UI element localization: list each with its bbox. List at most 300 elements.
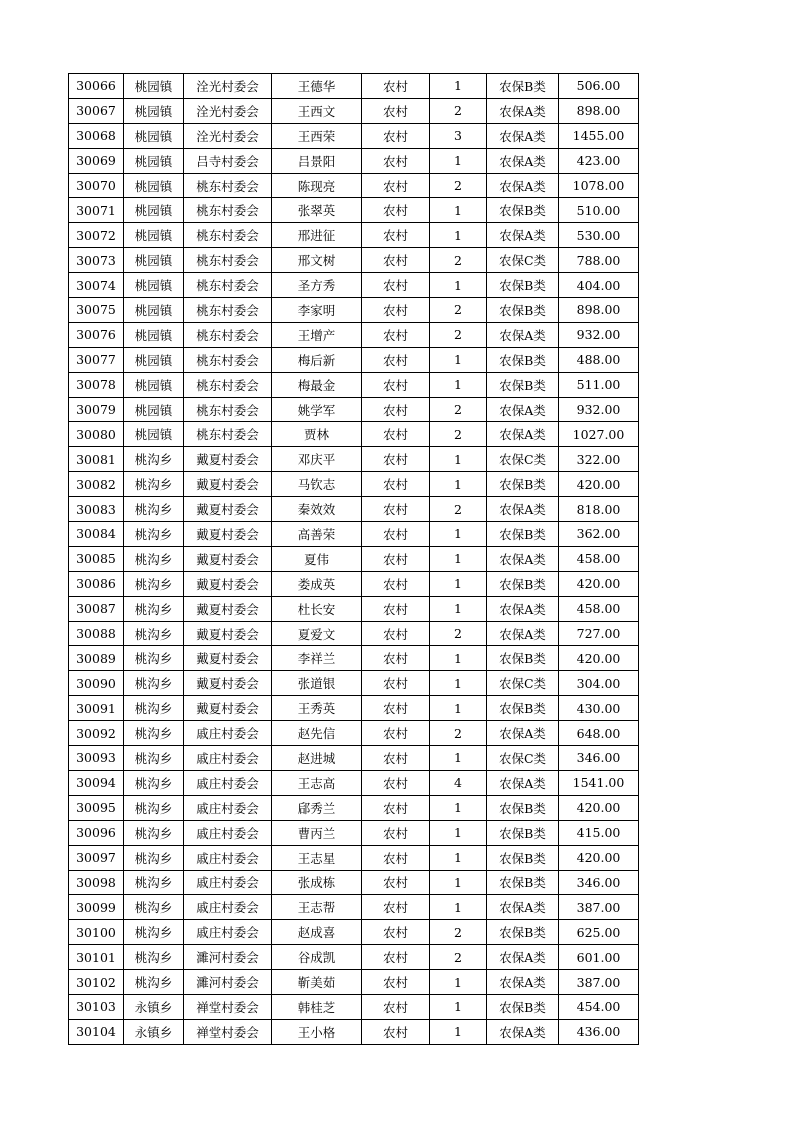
amount-cell: 510.00 bbox=[559, 198, 639, 223]
insurance-category-cell: 农保B类 bbox=[487, 920, 559, 945]
table-row bbox=[69, 721, 639, 746]
insurance-category-cell: 农保B类 bbox=[487, 646, 559, 671]
table-row bbox=[69, 472, 639, 497]
record-id-cell: 30091 bbox=[69, 696, 124, 721]
village-committee-cell: 戚庄村委会 bbox=[184, 895, 272, 920]
name-cell: 夏伟 bbox=[272, 546, 362, 571]
name-cell: 秦效效 bbox=[272, 497, 362, 522]
person-count-cell: 1 bbox=[430, 74, 487, 99]
name-cell: 郈秀兰 bbox=[272, 795, 362, 820]
village-committee-cell: 桃东村委会 bbox=[184, 198, 272, 223]
town-cell: 桃园镇 bbox=[124, 148, 184, 173]
amount-cell: 506.00 bbox=[559, 74, 639, 99]
name-cell: 靳美茹 bbox=[272, 970, 362, 995]
insurance-category-cell: 农保A类 bbox=[487, 1019, 559, 1044]
person-count-cell: 1 bbox=[430, 870, 487, 895]
table-row bbox=[69, 497, 639, 522]
residence-type-cell: 农村 bbox=[362, 447, 430, 472]
insurance-category-cell: 农保A类 bbox=[487, 148, 559, 173]
residence-type-cell: 农村 bbox=[362, 671, 430, 696]
person-count-cell: 2 bbox=[430, 920, 487, 945]
name-cell: 娄成英 bbox=[272, 571, 362, 596]
amount-cell: 415.00 bbox=[559, 820, 639, 845]
town-cell: 桃沟乡 bbox=[124, 845, 184, 870]
insurance-category-cell: 农保B类 bbox=[487, 795, 559, 820]
name-cell: 李祥兰 bbox=[272, 646, 362, 671]
insurance-category-cell: 农保B类 bbox=[487, 347, 559, 372]
insurance-category-cell: 农保C类 bbox=[487, 746, 559, 771]
table-row bbox=[69, 920, 639, 945]
amount-cell: 648.00 bbox=[559, 721, 639, 746]
person-count-cell: 2 bbox=[430, 173, 487, 198]
town-cell: 桃园镇 bbox=[124, 198, 184, 223]
name-cell: 赵成喜 bbox=[272, 920, 362, 945]
record-id-cell: 30097 bbox=[69, 845, 124, 870]
table-row bbox=[69, 74, 639, 99]
record-id-cell: 30079 bbox=[69, 397, 124, 422]
village-committee-cell: 戴夏村委会 bbox=[184, 497, 272, 522]
amount-cell: 1027.00 bbox=[559, 422, 639, 447]
town-cell: 桃园镇 bbox=[124, 298, 184, 323]
town-cell: 桃沟乡 bbox=[124, 746, 184, 771]
record-id-cell: 30083 bbox=[69, 497, 124, 522]
town-cell: 桃沟乡 bbox=[124, 920, 184, 945]
record-id-cell: 30070 bbox=[69, 173, 124, 198]
table-row bbox=[69, 671, 639, 696]
town-cell: 桃园镇 bbox=[124, 173, 184, 198]
table-row bbox=[69, 845, 639, 870]
person-count-cell: 2 bbox=[430, 945, 487, 970]
record-id-cell: 30104 bbox=[69, 1019, 124, 1044]
insurance-category-cell: 农保A类 bbox=[487, 770, 559, 795]
village-committee-cell: 桃东村委会 bbox=[184, 347, 272, 372]
insurance-category-cell: 农保A类 bbox=[487, 422, 559, 447]
name-cell: 梅最金 bbox=[272, 372, 362, 397]
person-count-cell: 1 bbox=[430, 895, 487, 920]
table-row bbox=[69, 994, 639, 1019]
person-count-cell: 1 bbox=[430, 671, 487, 696]
table-row bbox=[69, 322, 639, 347]
village-committee-cell: 戴夏村委会 bbox=[184, 621, 272, 646]
record-id-cell: 30100 bbox=[69, 920, 124, 945]
table-row bbox=[69, 646, 639, 671]
amount-cell: 932.00 bbox=[559, 322, 639, 347]
record-id-cell: 30096 bbox=[69, 820, 124, 845]
town-cell: 桃沟乡 bbox=[124, 671, 184, 696]
record-id-cell: 30087 bbox=[69, 596, 124, 621]
village-committee-cell: 戚庄村委会 bbox=[184, 845, 272, 870]
amount-cell: 601.00 bbox=[559, 945, 639, 970]
amount-cell: 387.00 bbox=[559, 895, 639, 920]
person-count-cell: 1 bbox=[430, 571, 487, 596]
person-count-cell: 3 bbox=[430, 123, 487, 148]
village-committee-cell: 戚庄村委会 bbox=[184, 746, 272, 771]
village-committee-cell: 洤光村委会 bbox=[184, 123, 272, 148]
record-id-cell: 30098 bbox=[69, 870, 124, 895]
insurance-category-cell: 农保A类 bbox=[487, 173, 559, 198]
name-cell: 王增产 bbox=[272, 322, 362, 347]
person-count-cell: 2 bbox=[430, 497, 487, 522]
person-count-cell: 1 bbox=[430, 1019, 487, 1044]
insurance-category-cell: 农保B类 bbox=[487, 198, 559, 223]
amount-cell: 420.00 bbox=[559, 472, 639, 497]
insurance-category-cell: 农保B类 bbox=[487, 870, 559, 895]
table-row bbox=[69, 795, 639, 820]
residence-type-cell: 农村 bbox=[362, 746, 430, 771]
amount-cell: 346.00 bbox=[559, 746, 639, 771]
table-row bbox=[69, 820, 639, 845]
person-count-cell: 1 bbox=[430, 546, 487, 571]
residence-type-cell: 农村 bbox=[362, 596, 430, 621]
name-cell: 王西荣 bbox=[272, 123, 362, 148]
name-cell: 王小格 bbox=[272, 1019, 362, 1044]
insurance-category-cell: 农保B类 bbox=[487, 845, 559, 870]
table-row bbox=[69, 621, 639, 646]
amount-cell: 346.00 bbox=[559, 870, 639, 895]
town-cell: 桃沟乡 bbox=[124, 497, 184, 522]
person-count-cell: 2 bbox=[430, 322, 487, 347]
record-id-cell: 30071 bbox=[69, 198, 124, 223]
record-id-cell: 30080 bbox=[69, 422, 124, 447]
residence-type-cell: 农村 bbox=[362, 173, 430, 198]
person-count-cell: 1 bbox=[430, 696, 487, 721]
town-cell: 桃沟乡 bbox=[124, 621, 184, 646]
village-committee-cell: 濉河村委会 bbox=[184, 945, 272, 970]
residence-type-cell: 农村 bbox=[362, 74, 430, 99]
insurance-category-cell: 农保B类 bbox=[487, 994, 559, 1019]
village-committee-cell: 桃东村委会 bbox=[184, 273, 272, 298]
residence-type-cell: 农村 bbox=[362, 322, 430, 347]
table-row bbox=[69, 298, 639, 323]
town-cell: 桃沟乡 bbox=[124, 571, 184, 596]
residence-type-cell: 农村 bbox=[362, 994, 430, 1019]
residence-type-cell: 农村 bbox=[362, 497, 430, 522]
amount-cell: 420.00 bbox=[559, 571, 639, 596]
amount-cell: 898.00 bbox=[559, 98, 639, 123]
amount-cell: 1078.00 bbox=[559, 173, 639, 198]
insurance-category-cell: 农保C类 bbox=[487, 447, 559, 472]
record-id-cell: 30086 bbox=[69, 571, 124, 596]
residence-type-cell: 农村 bbox=[362, 546, 430, 571]
town-cell: 桃沟乡 bbox=[124, 870, 184, 895]
residence-type-cell: 农村 bbox=[362, 770, 430, 795]
record-id-cell: 30076 bbox=[69, 322, 124, 347]
village-committee-cell: 桃东村委会 bbox=[184, 372, 272, 397]
insurance-category-cell: 农保A类 bbox=[487, 322, 559, 347]
name-cell: 曹丙兰 bbox=[272, 820, 362, 845]
village-committee-cell: 桃东村委会 bbox=[184, 298, 272, 323]
person-count-cell: 1 bbox=[430, 198, 487, 223]
village-committee-cell: 桃东村委会 bbox=[184, 422, 272, 447]
record-id-cell: 30093 bbox=[69, 746, 124, 771]
person-count-cell: 1 bbox=[430, 447, 487, 472]
residence-type-cell: 农村 bbox=[362, 945, 430, 970]
village-committee-cell: 戴夏村委会 bbox=[184, 571, 272, 596]
town-cell: 桃园镇 bbox=[124, 273, 184, 298]
amount-cell: 511.00 bbox=[559, 372, 639, 397]
person-count-cell: 1 bbox=[430, 372, 487, 397]
insurance-category-cell: 农保B类 bbox=[487, 820, 559, 845]
amount-cell: 322.00 bbox=[559, 447, 639, 472]
insurance-category-cell: 农保B类 bbox=[487, 522, 559, 547]
record-id-cell: 30094 bbox=[69, 770, 124, 795]
name-cell: 赵进城 bbox=[272, 746, 362, 771]
insurance-category-cell: 农保A类 bbox=[487, 397, 559, 422]
amount-cell: 404.00 bbox=[559, 273, 639, 298]
table-row bbox=[69, 546, 639, 571]
person-count-cell: 1 bbox=[430, 970, 487, 995]
town-cell: 桃沟乡 bbox=[124, 472, 184, 497]
amount-cell: 788.00 bbox=[559, 248, 639, 273]
name-cell: 韩桂芝 bbox=[272, 994, 362, 1019]
name-cell: 张道银 bbox=[272, 671, 362, 696]
residence-type-cell: 农村 bbox=[362, 98, 430, 123]
table-row bbox=[69, 895, 639, 920]
amount-cell: 625.00 bbox=[559, 920, 639, 945]
record-id-cell: 30099 bbox=[69, 895, 124, 920]
person-count-cell: 1 bbox=[430, 596, 487, 621]
name-cell: 吕景阳 bbox=[272, 148, 362, 173]
insurance-category-cell: 农保A类 bbox=[487, 970, 559, 995]
person-count-cell: 2 bbox=[430, 621, 487, 646]
residence-type-cell: 农村 bbox=[362, 148, 430, 173]
record-id-cell: 30085 bbox=[69, 546, 124, 571]
person-count-cell: 1 bbox=[430, 223, 487, 248]
table-row bbox=[69, 223, 639, 248]
name-cell: 李家明 bbox=[272, 298, 362, 323]
residence-type-cell: 农村 bbox=[362, 970, 430, 995]
person-count-cell: 2 bbox=[430, 98, 487, 123]
town-cell: 桃沟乡 bbox=[124, 895, 184, 920]
person-count-cell: 2 bbox=[430, 298, 487, 323]
town-cell: 桃沟乡 bbox=[124, 721, 184, 746]
village-committee-cell: 戚庄村委会 bbox=[184, 820, 272, 845]
record-id-cell: 30103 bbox=[69, 994, 124, 1019]
record-id-cell: 30073 bbox=[69, 248, 124, 273]
table-row bbox=[69, 372, 639, 397]
table-row bbox=[69, 522, 639, 547]
name-cell: 杜长安 bbox=[272, 596, 362, 621]
insurance-category-cell: 农保A类 bbox=[487, 98, 559, 123]
table-row bbox=[69, 98, 639, 123]
record-id-cell: 30090 bbox=[69, 671, 124, 696]
town-cell: 桃沟乡 bbox=[124, 945, 184, 970]
name-cell: 马钦志 bbox=[272, 472, 362, 497]
town-cell: 桃园镇 bbox=[124, 123, 184, 148]
insurance-category-cell: 农保A类 bbox=[487, 123, 559, 148]
village-committee-cell: 桃东村委会 bbox=[184, 173, 272, 198]
town-cell: 桃沟乡 bbox=[124, 447, 184, 472]
village-committee-cell: 戴夏村委会 bbox=[184, 447, 272, 472]
amount-cell: 1455.00 bbox=[559, 123, 639, 148]
insurance-category-cell: 农保B类 bbox=[487, 273, 559, 298]
residence-type-cell: 农村 bbox=[362, 472, 430, 497]
amount-cell: 818.00 bbox=[559, 497, 639, 522]
amount-cell: 420.00 bbox=[559, 795, 639, 820]
table-row bbox=[69, 123, 639, 148]
village-committee-cell: 戚庄村委会 bbox=[184, 795, 272, 820]
table-row bbox=[69, 347, 639, 372]
insurance-category-cell: 农保B类 bbox=[487, 372, 559, 397]
records-table bbox=[68, 73, 639, 1045]
name-cell: 圣方秀 bbox=[272, 273, 362, 298]
residence-type-cell: 农村 bbox=[362, 372, 430, 397]
village-committee-cell: 戴夏村委会 bbox=[184, 671, 272, 696]
town-cell: 桃园镇 bbox=[124, 98, 184, 123]
record-id-cell: 30095 bbox=[69, 795, 124, 820]
person-count-cell: 1 bbox=[430, 746, 487, 771]
residence-type-cell: 农村 bbox=[362, 248, 430, 273]
record-id-cell: 30081 bbox=[69, 447, 124, 472]
insurance-category-cell: 农保A类 bbox=[487, 621, 559, 646]
residence-type-cell: 农村 bbox=[362, 870, 430, 895]
insurance-category-cell: 农保A类 bbox=[487, 497, 559, 522]
name-cell: 王西文 bbox=[272, 98, 362, 123]
table-row bbox=[69, 248, 639, 273]
record-id-cell: 30067 bbox=[69, 98, 124, 123]
residence-type-cell: 农村 bbox=[362, 621, 430, 646]
record-id-cell: 30077 bbox=[69, 347, 124, 372]
person-count-cell: 2 bbox=[430, 422, 487, 447]
table-body bbox=[69, 74, 639, 1045]
name-cell: 邢文树 bbox=[272, 248, 362, 273]
insurance-category-cell: 农保B类 bbox=[487, 74, 559, 99]
person-count-cell: 1 bbox=[430, 273, 487, 298]
village-committee-cell: 戴夏村委会 bbox=[184, 696, 272, 721]
name-cell: 邓庆平 bbox=[272, 447, 362, 472]
name-cell: 谷成凯 bbox=[272, 945, 362, 970]
record-id-cell: 30075 bbox=[69, 298, 124, 323]
amount-cell: 932.00 bbox=[559, 397, 639, 422]
residence-type-cell: 农村 bbox=[362, 397, 430, 422]
table-row bbox=[69, 173, 639, 198]
residence-type-cell: 农村 bbox=[362, 223, 430, 248]
record-id-cell: 30074 bbox=[69, 273, 124, 298]
residence-type-cell: 农村 bbox=[362, 571, 430, 596]
person-count-cell: 1 bbox=[430, 820, 487, 845]
record-id-cell: 30082 bbox=[69, 472, 124, 497]
person-count-cell: 1 bbox=[430, 148, 487, 173]
insurance-category-cell: 农保A类 bbox=[487, 596, 559, 621]
village-committee-cell: 吕寺村委会 bbox=[184, 148, 272, 173]
person-count-cell: 1 bbox=[430, 646, 487, 671]
village-committee-cell: 戚庄村委会 bbox=[184, 721, 272, 746]
town-cell: 桃园镇 bbox=[124, 223, 184, 248]
village-committee-cell: 戚庄村委会 bbox=[184, 770, 272, 795]
amount-cell: 530.00 bbox=[559, 223, 639, 248]
amount-cell: 420.00 bbox=[559, 646, 639, 671]
town-cell: 桃沟乡 bbox=[124, 546, 184, 571]
table-row bbox=[69, 148, 639, 173]
town-cell: 桃园镇 bbox=[124, 372, 184, 397]
village-committee-cell: 洤光村委会 bbox=[184, 74, 272, 99]
insurance-category-cell: 农保A类 bbox=[487, 721, 559, 746]
table-row bbox=[69, 596, 639, 621]
table-row bbox=[69, 746, 639, 771]
village-committee-cell: 戴夏村委会 bbox=[184, 546, 272, 571]
village-committee-cell: 桃东村委会 bbox=[184, 248, 272, 273]
person-count-cell: 2 bbox=[430, 721, 487, 746]
record-id-cell: 30101 bbox=[69, 945, 124, 970]
name-cell: 王志帮 bbox=[272, 895, 362, 920]
name-cell: 梅后新 bbox=[272, 347, 362, 372]
person-count-cell: 1 bbox=[430, 994, 487, 1019]
insurance-category-cell: 农保B类 bbox=[487, 571, 559, 596]
residence-type-cell: 农村 bbox=[362, 795, 430, 820]
amount-cell: 423.00 bbox=[559, 148, 639, 173]
town-cell: 桃沟乡 bbox=[124, 770, 184, 795]
record-id-cell: 30078 bbox=[69, 372, 124, 397]
name-cell: 张翠英 bbox=[272, 198, 362, 223]
village-committee-cell: 濉河村委会 bbox=[184, 970, 272, 995]
name-cell: 夏爱文 bbox=[272, 621, 362, 646]
amount-cell: 454.00 bbox=[559, 994, 639, 1019]
table-row bbox=[69, 422, 639, 447]
table-row bbox=[69, 770, 639, 795]
village-committee-cell: 戴夏村委会 bbox=[184, 596, 272, 621]
insurance-category-cell: 农保C类 bbox=[487, 248, 559, 273]
name-cell: 张成栋 bbox=[272, 870, 362, 895]
residence-type-cell: 农村 bbox=[362, 1019, 430, 1044]
insurance-category-cell: 农保A类 bbox=[487, 945, 559, 970]
name-cell: 邢进征 bbox=[272, 223, 362, 248]
amount-cell: 488.00 bbox=[559, 347, 639, 372]
name-cell: 王德华 bbox=[272, 74, 362, 99]
residence-type-cell: 农村 bbox=[362, 646, 430, 671]
insurance-category-cell: 农保B类 bbox=[487, 472, 559, 497]
record-id-cell: 30068 bbox=[69, 123, 124, 148]
residence-type-cell: 农村 bbox=[362, 422, 430, 447]
name-cell: 王志星 bbox=[272, 845, 362, 870]
amount-cell: 1541.00 bbox=[559, 770, 639, 795]
amount-cell: 727.00 bbox=[559, 621, 639, 646]
name-cell: 贾林 bbox=[272, 422, 362, 447]
village-committee-cell: 戚庄村委会 bbox=[184, 870, 272, 895]
table-row bbox=[69, 397, 639, 422]
residence-type-cell: 农村 bbox=[362, 522, 430, 547]
amount-cell: 420.00 bbox=[559, 845, 639, 870]
town-cell: 永镇乡 bbox=[124, 994, 184, 1019]
person-count-cell: 1 bbox=[430, 845, 487, 870]
town-cell: 桃园镇 bbox=[124, 74, 184, 99]
village-committee-cell: 桃东村委会 bbox=[184, 397, 272, 422]
name-cell: 姚学军 bbox=[272, 397, 362, 422]
town-cell: 桃沟乡 bbox=[124, 522, 184, 547]
record-id-cell: 30072 bbox=[69, 223, 124, 248]
town-cell: 桃沟乡 bbox=[124, 820, 184, 845]
amount-cell: 387.00 bbox=[559, 970, 639, 995]
table-row bbox=[69, 447, 639, 472]
insurance-category-cell: 农保A类 bbox=[487, 895, 559, 920]
person-count-cell: 2 bbox=[430, 248, 487, 273]
town-cell: 桃园镇 bbox=[124, 248, 184, 273]
record-id-cell: 30088 bbox=[69, 621, 124, 646]
amount-cell: 436.00 bbox=[559, 1019, 639, 1044]
residence-type-cell: 农村 bbox=[362, 895, 430, 920]
residence-type-cell: 农村 bbox=[362, 298, 430, 323]
town-cell: 桃园镇 bbox=[124, 322, 184, 347]
name-cell: 王志高 bbox=[272, 770, 362, 795]
insurance-category-cell: 农保A类 bbox=[487, 223, 559, 248]
record-id-cell: 30069 bbox=[69, 148, 124, 173]
amount-cell: 458.00 bbox=[559, 546, 639, 571]
name-cell: 陈现亮 bbox=[272, 173, 362, 198]
insurance-category-cell: 农保B类 bbox=[487, 696, 559, 721]
name-cell: 高善荣 bbox=[272, 522, 362, 547]
town-cell: 桃沟乡 bbox=[124, 795, 184, 820]
insurance-category-cell: 农保C类 bbox=[487, 671, 559, 696]
town-cell: 桃沟乡 bbox=[124, 646, 184, 671]
